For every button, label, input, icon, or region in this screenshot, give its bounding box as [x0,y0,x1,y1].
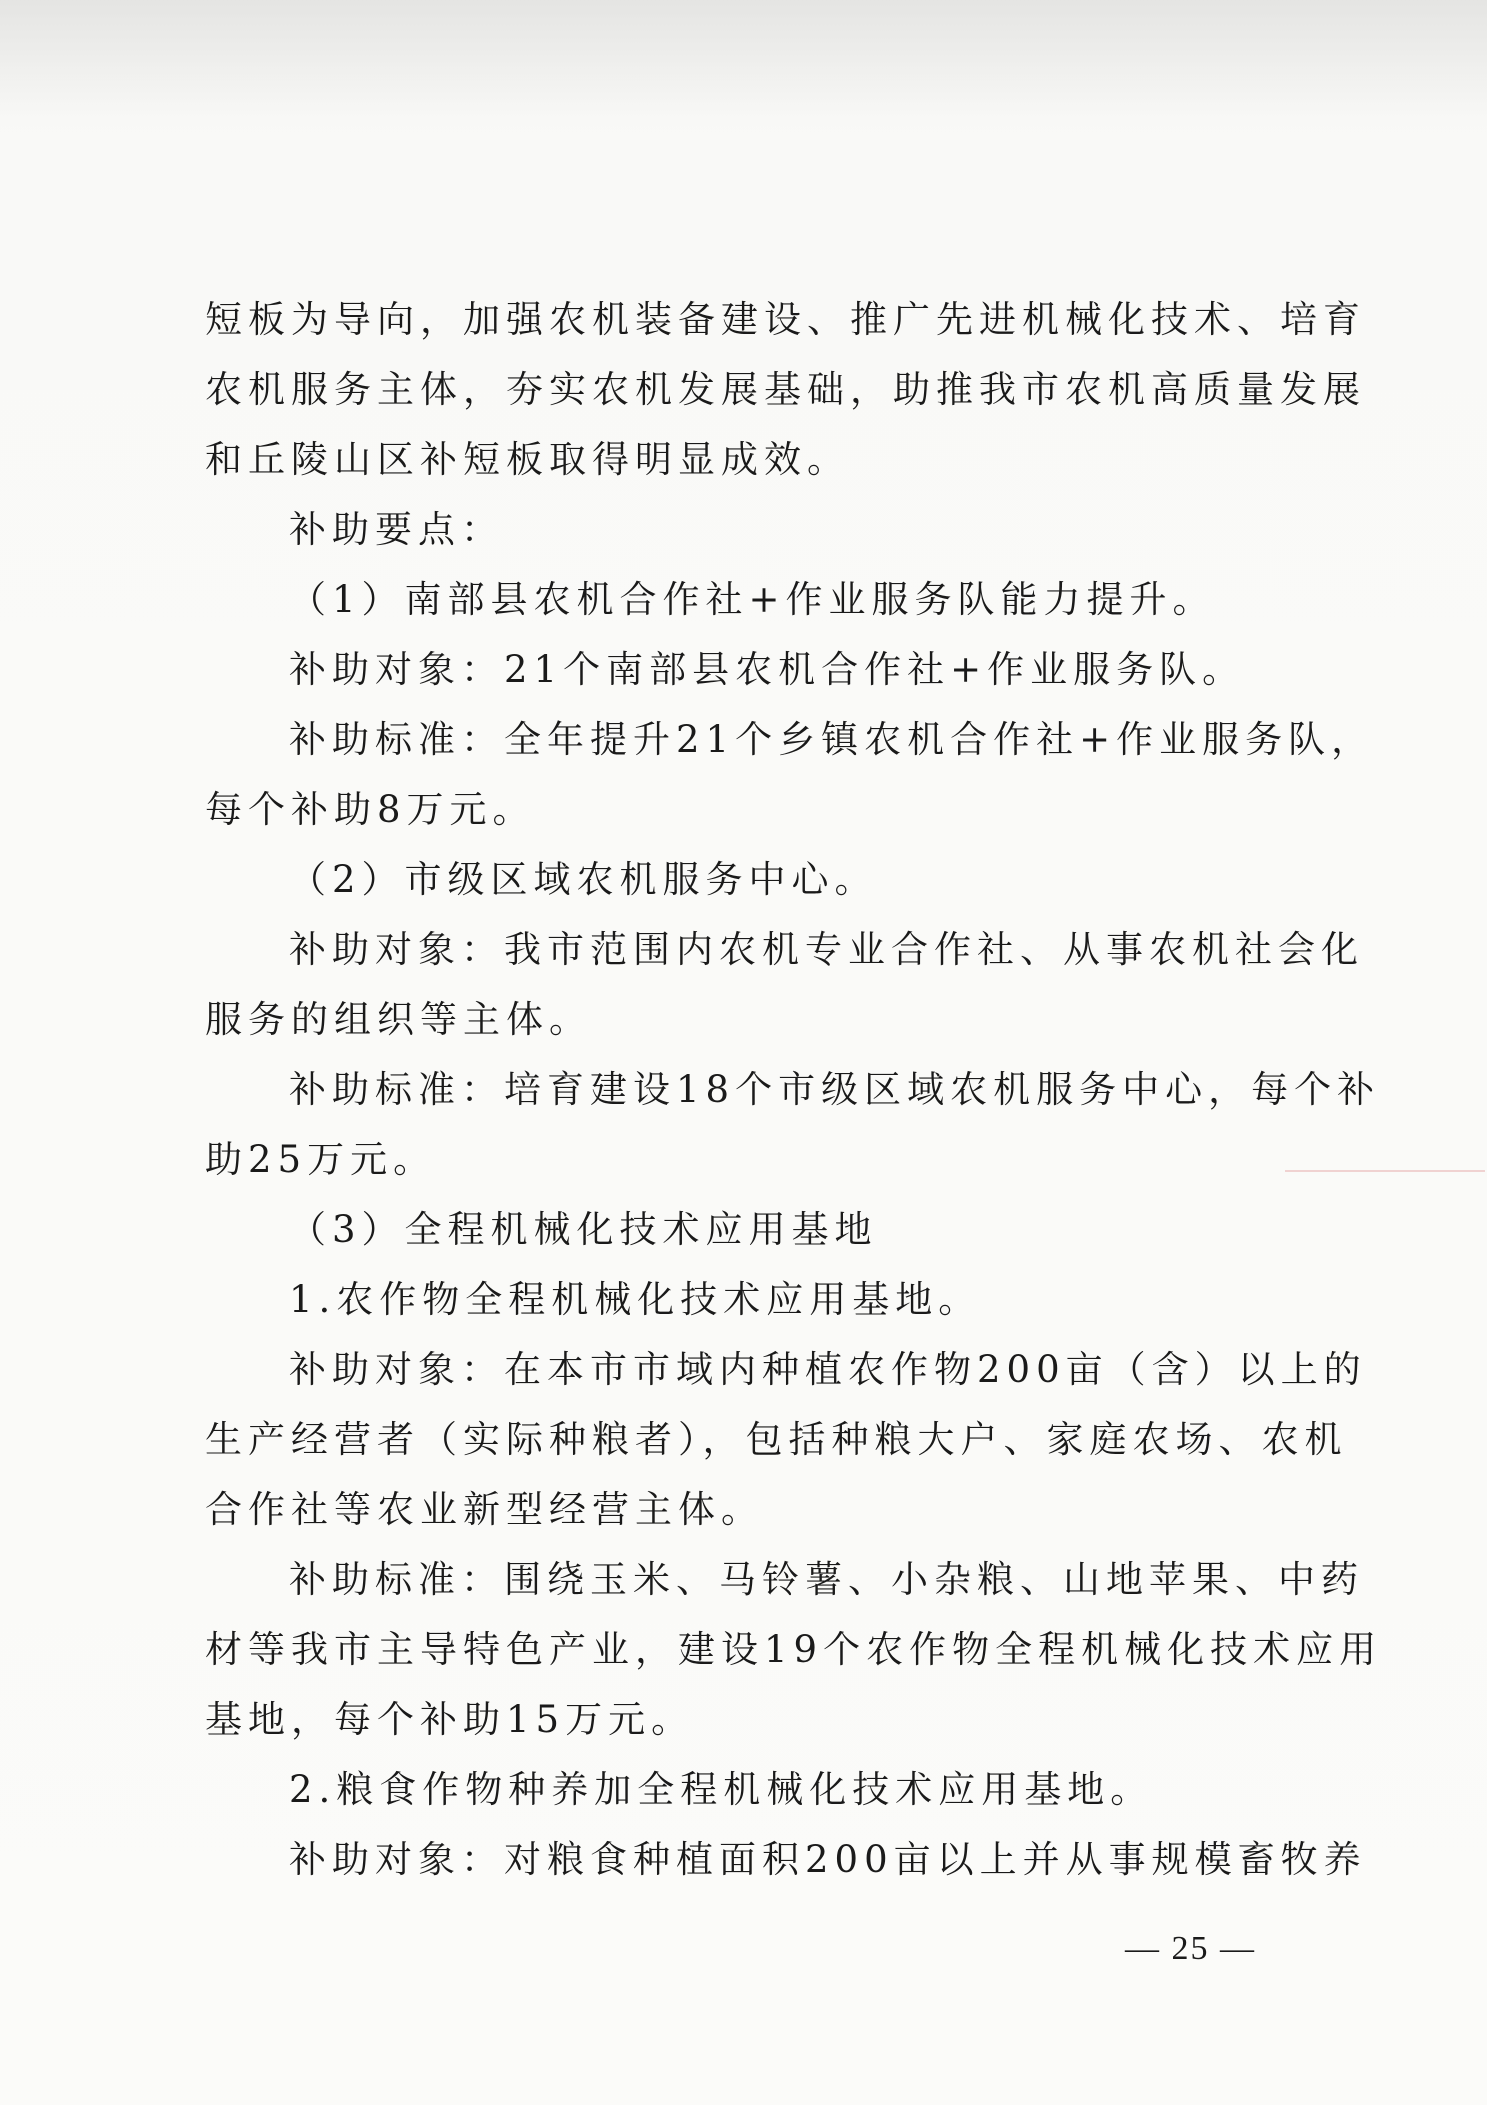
text-line: 服务的组织等主体。 [205,998,592,1041]
text-line: 补助对象：对粮食种植面积200亩以上并从事规模畜牧养 [289,1838,1367,1881]
text-line: 和丘陵山区补短板取得明显成效。 [205,438,850,481]
text-line: 基地，每个补助15万元。 [205,1698,695,1741]
sub-item-heading: 1.农作物全程机械化技术应用基地。 [289,1278,982,1321]
text-line: 补助标准：培育建设18个市级区域农机服务中心，每个补 [289,1068,1381,1111]
text-line: 生产经营者（实际种粮者），包括种粮大户、家庭农场、农机 [205,1418,1348,1461]
text-line: 农机服务主体，夯实农机发展基础，助推我市农机高质量发展 [205,368,1366,411]
text-line: 助25万元。 [205,1138,437,1181]
text-line: 补助对象：我市范围内农机专业合作社、从事农机社会化 [289,928,1364,971]
section-heading: 补助要点： [289,508,504,551]
sub-item-heading: 2.粮食作物种养加全程机械化技术应用基地。 [289,1768,1154,1811]
body-text [205,285,1383,1895]
text-line: 材等我市主导特色产业，建设19个农作物全程机械化技术应用 [205,1628,1383,1671]
text-line: 补助对象：21个南部县农机合作社+作业服务队。 [289,648,1246,691]
text-line: 短板为导向，加强农机装备建设、推广先进机械化技术、培育 [205,298,1366,341]
text-line: 补助标准：全年提升21个乡镇农机合作社+作业服务队， [289,718,1375,761]
item-heading: （3）全程机械化技术应用基地 [289,1208,878,1251]
text-line: 补助对象：在本市市域内种植农作物200亩（含）以上的 [289,1348,1367,1391]
text-line: 合作社等农业新型经营主体。 [205,1488,764,1531]
page-number: — 25 — [1125,1930,1256,1967]
scan-shadow [0,0,1487,120]
scan-artifact-line [1285,1170,1485,1172]
item-heading: （1）南部县农机合作社+作业服务队能力提升。 [289,578,1216,621]
text-line: 补助标准：围绕玉米、马铃薯、小杂粮、山地苹果、中药 [289,1558,1364,1601]
text-line: 每个补助8万元。 [205,788,536,831]
item-heading: （2）市级区域农机服务中心。 [289,858,878,901]
